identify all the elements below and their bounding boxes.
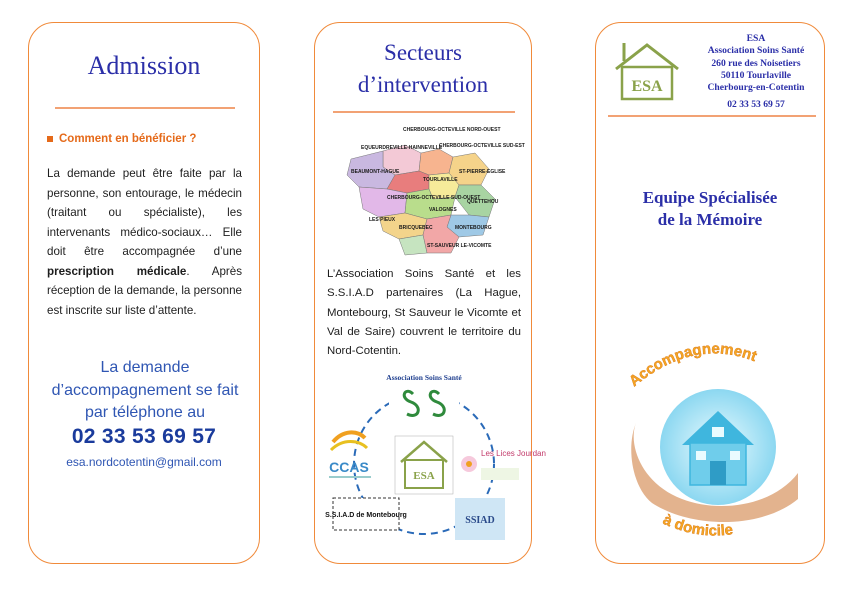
team-title-line1: Equipe Spécialisée	[642, 188, 778, 207]
esa-logo	[610, 39, 684, 105]
map-label: ST-SAUVEUR LE-VICOMTE	[427, 243, 492, 249]
secteurs-body: L’Association Soins Santé et les S.S.I.A.D partenaires (La Hague, Montebourg, St Sauveur le Vicomte et Val de Saire) couvrent le territoire du Nord-Cotentin.	[327, 268, 521, 358]
call-line: par téléphone au	[84, 404, 206, 421]
ccas-swoosh-icon	[331, 442, 367, 451]
ccas-name: CCAS	[329, 459, 369, 475]
assoc-logo	[386, 370, 462, 426]
team-title	[596, 187, 824, 231]
title-divider	[333, 111, 515, 113]
secteurs-title-line1: Secteurs	[384, 40, 462, 65]
admission-call-text	[37, 357, 253, 425]
lices-logo	[461, 449, 546, 480]
montebourg-name: S.S.I.A.D de Montebourg	[325, 512, 407, 519]
house-window-icon	[696, 451, 706, 460]
map-label: MONTEBOURG	[455, 225, 492, 231]
address-line: 260 rue des Noisetiers	[711, 57, 801, 69]
lices-name: Les Lices Jourdan	[481, 449, 546, 458]
esa-center-logo	[395, 436, 453, 494]
nord-cotentin-map	[343, 123, 525, 258]
ccas-logo	[329, 432, 371, 478]
hands-house-illustration	[622, 323, 812, 553]
esa-center-name: ESA	[413, 470, 435, 482]
map-label: CHERBOURG-OCTEVILLE SUD-OUEST	[387, 195, 481, 201]
esa-logo-text: ESA	[631, 78, 663, 95]
map-label: CHERBOURG-OCTEVILLE SUD-EST	[439, 143, 525, 149]
map-label: ST-PIERRE-EGLISE	[459, 169, 506, 175]
front-cover-panel	[595, 22, 825, 564]
address-line: ESA	[746, 33, 766, 44]
address-line: Association Soins Santé	[707, 45, 805, 57]
secteurs-title	[315, 37, 531, 101]
admission-subtitle	[47, 133, 196, 145]
header-divider	[608, 115, 816, 117]
ccas-underline	[329, 476, 371, 478]
map-region	[359, 187, 407, 217]
map-label: CHERBOURG-OCTEVILLE NORD-OUEST	[403, 127, 501, 133]
map-label: EQUEURDREVILLE-HAINNEVILLE	[361, 145, 443, 151]
map-region	[419, 149, 453, 175]
call-line: La demande	[100, 359, 190, 376]
admission-phone-number[interactable]: 02 33 53 69 57	[71, 425, 217, 448]
title-divider	[55, 107, 235, 109]
arc-bottom-textpath: à domicile	[660, 511, 734, 540]
ssiad-name: SSIAD	[465, 515, 495, 526]
map-label: TOURLAVILLE	[423, 177, 458, 183]
admission-subtitle-text: Comment en bénéficier ?	[59, 133, 197, 145]
lices-flower-center	[466, 461, 472, 467]
admission-body-part1: La demande peut être faite par la personne, son entourage, le médecin (traitant ou spécialiste), les intervenants médico-sociaux… Elle doit être accompagnée d’une	[47, 167, 242, 258]
address-line: 50110 Tourlaville	[720, 69, 792, 81]
arc-top-text	[626, 340, 759, 390]
admission-email-link[interactable]: esa.nordcotentin@gmail.com	[66, 455, 222, 469]
map-label: BRICQUEBEC	[399, 225, 433, 231]
admission-body-bold: prescription médicale	[47, 264, 187, 278]
address-block	[688, 33, 824, 94]
admission-body-part2: . Après réception de la demande, la personne est inscrite sur liste d’attente.	[47, 264, 242, 317]
map-label: VALOGNES	[429, 207, 457, 213]
montebourg-box	[325, 498, 407, 530]
admission-panel	[28, 22, 260, 564]
house-door-icon	[710, 461, 726, 485]
ssiad-logo	[455, 498, 505, 540]
house-window-icon	[730, 451, 740, 460]
assoc-name: Association Soins Santé	[386, 373, 462, 382]
lices-subtext-block	[481, 468, 519, 480]
secteurs-title-line2: d’intervention	[357, 72, 489, 97]
map-label: LES PIEUX	[369, 217, 396, 223]
call-line: d’accompagnement se fait	[51, 381, 239, 399]
esa-center-bg	[395, 436, 453, 494]
admission-title: Admission	[87, 51, 201, 80]
map-label: BEAUMONT-HAGUE	[351, 169, 400, 175]
team-title-line2: de la Mémoire	[657, 210, 763, 229]
address-line: Cherbourg-en-Cotentin	[707, 82, 805, 94]
arc-top-textpath: Accompagnement	[625, 340, 760, 391]
front-phone-number[interactable]: 02 33 53 69 57	[727, 99, 785, 110]
partners-network	[321, 368, 546, 553]
secteurs-panel	[314, 22, 546, 564]
house-window-icon	[712, 427, 724, 437]
bullet-square-icon	[47, 136, 53, 142]
map-label: QUETTEHOU	[467, 199, 499, 205]
admission-body	[47, 164, 242, 320]
